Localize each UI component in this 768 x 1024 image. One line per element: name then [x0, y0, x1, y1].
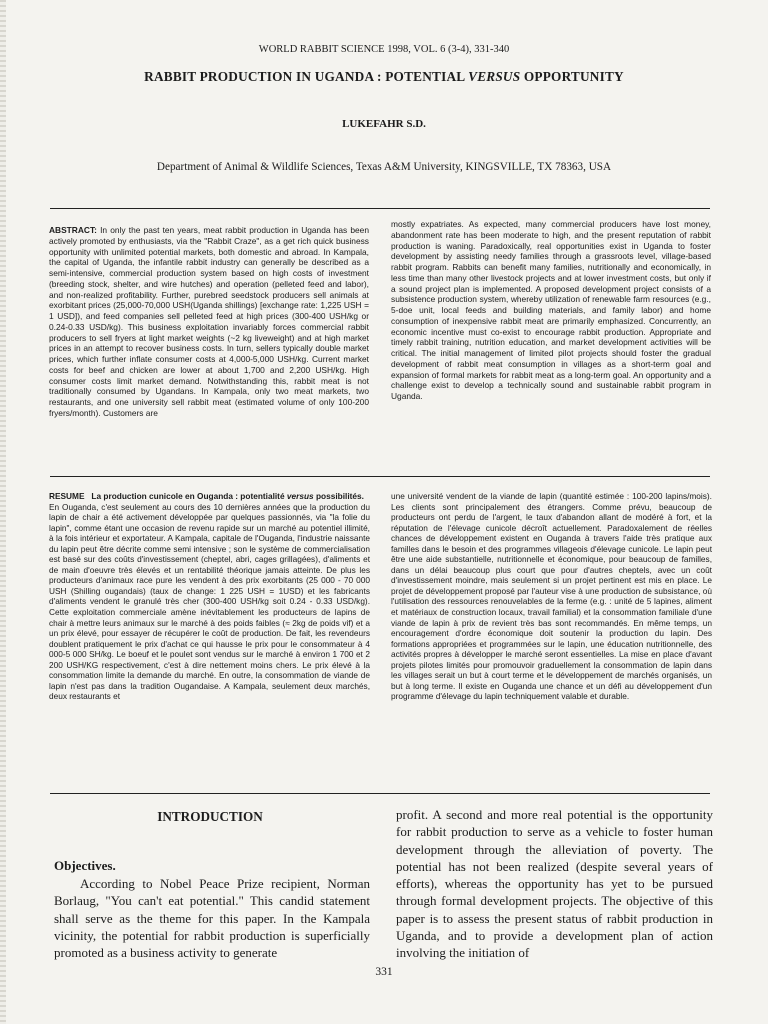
- abstract-left-column: [49, 225, 369, 419]
- resume-text-left: En Ouganda, c'est seulement au cours des 10 dernières années que la production du lapin de chair a été activement développée par quelques passionnés, via "la folie du lapin", comme étant une occasion de revenu rapide sur un marché au potentiel illimité, à la fois intérieur et exportateur. A Kampala, capitale de l'Ouganda, l'industrie naissante du lapin peut être décrite comme semi intensive ; son le système de commercialisation est basé sur des coûts d'investissement (cheptel, abri, cages grillagées), d'aliments et de main d'oeuvre très élevés et un rentabilité théorique jamais atteinte. De plus les producteurs d'animaux race pure les vendent à des prix exorbitants (25 000 - 70 000 USH (Shilling ougandais) (taux de change: 1 225 USH = 1USD) et les fabricants d'aliments vendent le granulé très cher (300-400 USH/kg soit 0.24 - 0.33 USD/kg). Cette exploitation commerciale amène inévitablement les producteurs de lapins de chair à mettre leurs animaux sur le marché à des poids faibles (≈ 2kg de poids vif) et a un prix élevé, pour essayer de récupérer le coût de production. De fait, les revendeurs doublent pratiquement le prix d'achat ce qui hausse le prix pour le consommateur à 4 000-5 000 SH/kg. Le boeuf et le poulet sont vendus sur le marché à environ 1 700 et 2 200 USH/KG respectivement, c'est à dire nettement moins chers. Le prix élevé à la consommation limite la demande du marché. En outre, la consommation de viande de lapin n'est pas dans la tradition Ougandaise. A Kampala, seulement deux marchés, deux restaurants et: [49, 501, 370, 702]
- resume-title-emphasis: versus: [286, 491, 314, 501]
- introduction-text-left: According to Nobel Peace Prize recipient, Norman Borlaug, "You can't eat potential." This candid statement shall serve as the theme for this paper. In the Kampala vicinity, the potential for rabbit production is superficially promoted as a business activity to generate: [54, 876, 370, 961]
- resume-text-right: une université vendent de la viande de lapin (quantité estimée : 100-200 lapins/mois). Les clients sont principalement des étrangers. Comme prévu, beaucoup de producteurs ont perdu de l'argent, le taux d'abandon allant de modéré à fort, et la réputation de l'élevage cunicole décroît actuellement. Paradoxalement de réelles chances de développement existent en Ouganda à travers l'aide très pratique aux familles dans le besoin et des programmes villageois d'élevage cunicole. Le lapin peut être une aide substantielle, nutritionnelle et économique, pour beaucoup de familles, dans un délai beaucoup plus court que pour d'autres cheptels, avec un coût d'investissement moindre, mais seulement si un projet pertinent est mis en place. Le projet de développement proposé par l'auteur vise à une production de subsistance, où l'utilisation des ressources renouvelables de la ferme (e.g. : unité de 5 lapines, aliment et matériaux de construction locaux, travail familial) et la consommation familiale d'une viande de lapin à prix de revient très bas sont recommandés. En même temps, un encouragement d'ordre économique doit soutenir la production du lapin. Des formations appropriées et programmées sur le lapin, une éducation nutritionnelle, des activités propres à développer le marché seront essentielles. La mise en place d'avant projets pilotes limités pour promouvoir graduellement la consommation de lapin dans les villages serait un but à court terme et le développement de marchés organisés, un but à long terme. Il existe en Ouganda une chance et un défi au développement d'un programme d'élevage du lapin techniquement valable et durable.: [391, 491, 712, 702]
- resume-title: La production cunicole en Ouganda : potentialité: [91, 491, 285, 501]
- introduction-heading: INTRODUCTION: [157, 809, 263, 824]
- abstract-label: ABSTRACT:: [49, 225, 97, 235]
- title-part-2: OPPORTUNITY: [520, 69, 624, 84]
- title-part-1: RABBIT PRODUCTION IN UGANDA : POTENTIAL: [144, 69, 469, 84]
- page-number: 331: [375, 966, 393, 978]
- resume-label: RESUME: [49, 491, 85, 501]
- objectives-subheading: Objectives.: [54, 858, 116, 873]
- author: LUKEFAHR S.D.: [342, 118, 426, 130]
- paper-title: [0, 69, 768, 85]
- introduction-left-column: [54, 875, 370, 961]
- scan-edge: [0, 0, 6, 1024]
- divider-middle: [50, 476, 710, 477]
- introduction-right-column: [396, 806, 713, 962]
- affiliation: Department of Animal & Wildlife Sciences, Texas A&M University, KINGSVILLE, TX 78363, USA: [156, 161, 612, 173]
- divider-bottom: [50, 793, 710, 794]
- abstract-right-column: [391, 219, 711, 402]
- title-emphasis: VERSUS: [468, 69, 521, 84]
- journal-citation: WORLD RABBIT SCIENCE 1998, VOL. 6 (3-4), 331-340: [258, 44, 510, 55]
- abstract-text-left: In only the past ten years, meat rabbit production in Uganda has been actively promoted by enthusiasts, via the "Rabbit Craze", as a get rich quick business opportunity with unlimited potential markets, both domestic and abroad. In Kampala, the capital of Uganda, the infantile rabbit industry can generally be described as a semi-intensive, commercial production system based on high costs of investment (breeding stock, shelter, and wire hutches) and operation (pelleted feed and labor), and non-realized profitability. Further, purebred seedstock producers sell animals at exorbitant prices (25,000-70,000 USH(Uganda shillings) [exchange rate: 1,225 USH = 1 USD]), and feed companies sell pelleted feed at high prices (300-400 USH/kg or 0.24-0.33 USD/kg). This business exploitation invariably forces commercial rabbit producers to sell fryers at light market weights (~2 kg liveweight) and at high market prices in an attempt to recover business costs. In turn, sellers typically double market prices, which further inflate consumer costs at 4,000-5,000 USH/kg. Current market costs for beef and chicken are lower at about 1,700 and 2,200 USH/kg. High consumer costs limit market demand. Notwithstanding this, rabbit meat is not traditionally consumed by Ugandans. In Kampala, only two meat markets, two restaurants, and one university sell rabbit meat (estimated volume of only 100-200 fryers/month). Customers are: [49, 225, 369, 418]
- resume-left-column: [49, 491, 370, 702]
- resume-title-end: possibilités.: [315, 491, 364, 501]
- abstract-text-right: mostly expatriates. As expected, many commercial producers have lost money, abandonment rate has been moderate to high, and the present reputation of rabbit production is waning. Paradoxically, real opportunities exist in Uganda to foster development by assisting needy families through a grassroots level, village-based rabbit program. Rabbits can benefit many families, nutritionally and economically, in less time than many other livestock projects and at lower investment costs, but only if a sound project plan is implemented. A proposed development project consists of a subsistence production system, whereby utilization of renewable farm resources (e.g., 5-doe unit, local feeds and building materials, and family labor) and home consumption of inexpensive rabbit meat are primarily emphasized. Concurrently, an economic incentive must co-exist to encourage rabbit production. Appropriate and timely rabbit training, nutrition education, and market development activities will be critical. The initial management of limited pilot projects should foster the gradual development of rabbit meat consumption in villages as a short-term goal and expansion of formal markets for rabbit meat as a long-term goal. An opportunity and a challenge exist to develop a technically sound and sustainable rabbit program in Uganda.: [391, 219, 711, 401]
- introduction-text-right: profit. A second and more real potential is the opportunity for rabbit production to serve as a vehicle to foster human development through the alleviation of poverty. The potential has not been realized (despite several years of efforts), whereas the opportunity has yet to be pursued through formal development projects. The objective of this paper is to assess the present status of rabbit production in Uganda, and to provide a development plan of action involving the initiation of: [396, 807, 713, 961]
- resume-right-column: [391, 491, 712, 702]
- divider-top: [50, 208, 710, 209]
